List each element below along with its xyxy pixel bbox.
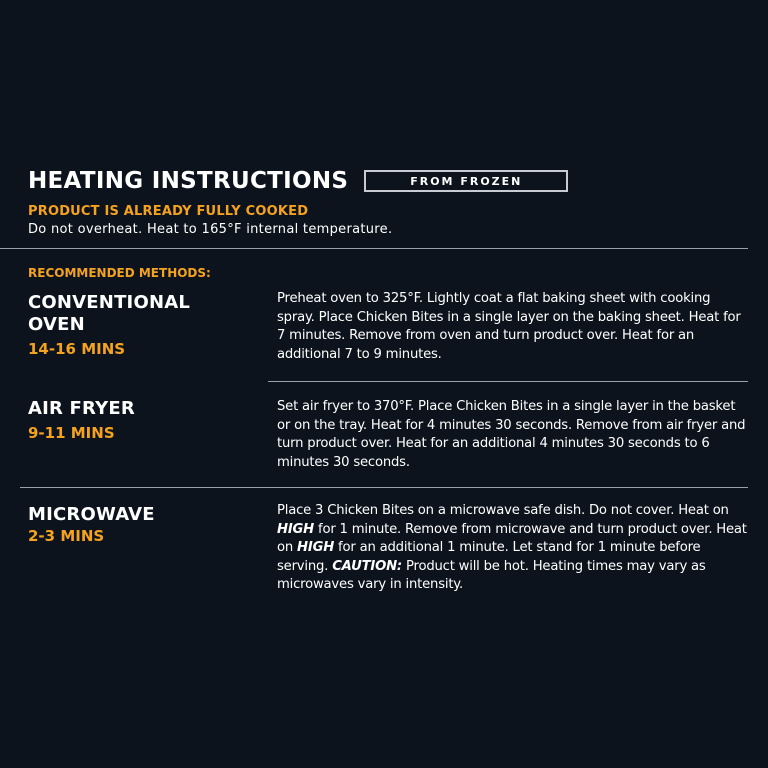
airfryer-divider — [20, 487, 748, 488]
microwave-desc-part1: Place 3 Chicken Bites on a microwave safe dish. Do not cover. Heat on — [277, 503, 729, 518]
method-time-oven: 14-16 MINS — [28, 340, 126, 358]
microwave-desc-part2: for 1 minute. Remove from microwave and turn product over. Heat on — [277, 521, 747, 555]
method-name-microwave: MICROWAVE — [28, 504, 155, 525]
title-row — [28, 168, 568, 194]
method-desc-oven: Preheat oven to 325°F. Lightly coat a flat baking sheet with cooking spray. Place Chicken Bites in a single layer on the baking sheet. Heat for 7 minutes. Remove from oven and turn product over. Heat for an additional 7 to 9 minutes. — [277, 291, 741, 362]
method-time-airfryer: 9-11 MINS — [28, 424, 115, 442]
overheat-warning: Do not overheat. Heat to 165°F internal temperature. — [28, 222, 393, 237]
page-title: HEATING INSTRUCTIONS — [28, 168, 349, 194]
method-name-airfryer: AIR FRYER — [28, 398, 135, 419]
recommended-methods-label: RECOMMENDED METHODS: — [28, 266, 211, 280]
fully-cooked-notice: PRODUCT IS ALREADY FULLY COOKED — [28, 204, 309, 219]
method-desc-microwave — [277, 502, 747, 595]
method-time-microwave: 2-3 MINS — [28, 527, 105, 545]
from-frozen-badge: FROM FROZEN — [364, 170, 568, 192]
microwave-desc-part3: for an additional 1 minute. Let stand for 1 minute before serving. — [277, 540, 701, 574]
microwave-desc-part4: Product will be hot. Heating times may vary as microwaves vary in intensity. — [277, 558, 706, 592]
method-name-oven-line1: CONVENTIONAL — [28, 292, 191, 313]
oven-divider — [268, 381, 748, 382]
microwave-high-1: HIGH — [277, 521, 315, 537]
method-name-oven-line2: OVEN — [28, 314, 85, 335]
microwave-caution: CAUTION: — [332, 558, 403, 574]
method-desc-airfryer: Set air fryer to 370°F. Place Chicken Bites in a single layer in the basket or on the tray. Heat for 4 minutes 30 seconds. Remove from air fryer and turn product over. Heat for an additional 4 minutes 30 seconds to 6 minutes 30 seconds. — [277, 399, 746, 470]
header-divider — [0, 248, 748, 249]
microwave-high-2: HIGH — [297, 540, 335, 555]
method-name-oven — [28, 292, 190, 336]
